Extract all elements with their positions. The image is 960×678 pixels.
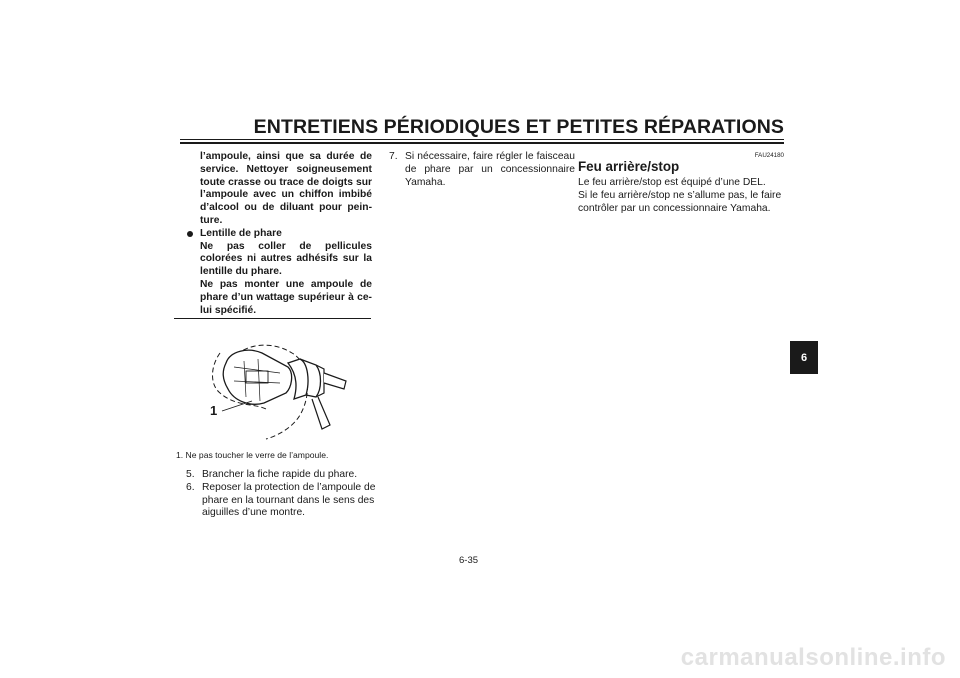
- list-item: 7. Si nécessaire, faire régler le faisceau de phare par un concessionnaire Yamaha.: [389, 151, 575, 188]
- list-item: 6. Reposer la protection de l’ampoule de phare en la tournant dans le sens des aiguilles d’une montre.: [186, 481, 376, 519]
- warning-box: [186, 151, 372, 317]
- headlight-bulb-icon: [200, 333, 360, 443]
- headlight-bulb-figure: [200, 333, 360, 443]
- steps-left: [186, 469, 376, 520]
- tail-light-section: [578, 151, 784, 215]
- bullet-paragraph-2: Ne pas monter une ampoule de phare d’un wattage supérieur à ce-lui spécifié.: [200, 278, 372, 316]
- figure-callout-number: 1: [210, 403, 218, 418]
- header-rule-thin: [180, 139, 784, 140]
- watermark-text: carmanualsonline.info: [680, 644, 946, 671]
- warning-continued-text: l’ampoule, ainsi que sa durée de service. Nettoyer soigneusement toute crasse ou trace de doigts sur l’ampoule avec un chiffon imbibé d’alcool ou de diluant pour pein-ture.: [200, 151, 372, 226]
- section-heading: Feu arrière/stop: [578, 159, 680, 174]
- warning-end-rule: [174, 318, 371, 319]
- section-paragraph-1: Le feu arrière/stop est équipé d’une DEL.: [578, 177, 766, 188]
- bullet-title: Lentille de phare: [200, 227, 282, 239]
- bullet-dot-icon: [186, 228, 200, 318]
- list-item: 5. Brancher la fiche rapide du phare.: [186, 469, 358, 480]
- figure-caption: 1. Ne pas toucher le verre de l’ampoule.: [176, 450, 329, 460]
- page-number: 6-35: [459, 555, 479, 566]
- header-rule-thick: [180, 142, 784, 144]
- section-reference-code: FAU24180: [754, 152, 784, 159]
- chapter-tab: 6: [790, 341, 818, 374]
- bullet-paragraph-1: Ne pas coller de pellicules colorées ni autres adhésifs sur la lentille du phare.: [200, 240, 372, 278]
- section-paragraph-2: Si le feu arrière/stop ne s’allume pas, le faire contrôler par un concessionnaire Yamaha.: [578, 189, 782, 214]
- page-header-title: ENTRETIENS PÉRIODIQUES ET PETITES RÉPARATIONS: [253, 116, 784, 138]
- warning-bullet: [186, 228, 372, 318]
- steps-middle: [389, 151, 575, 189]
